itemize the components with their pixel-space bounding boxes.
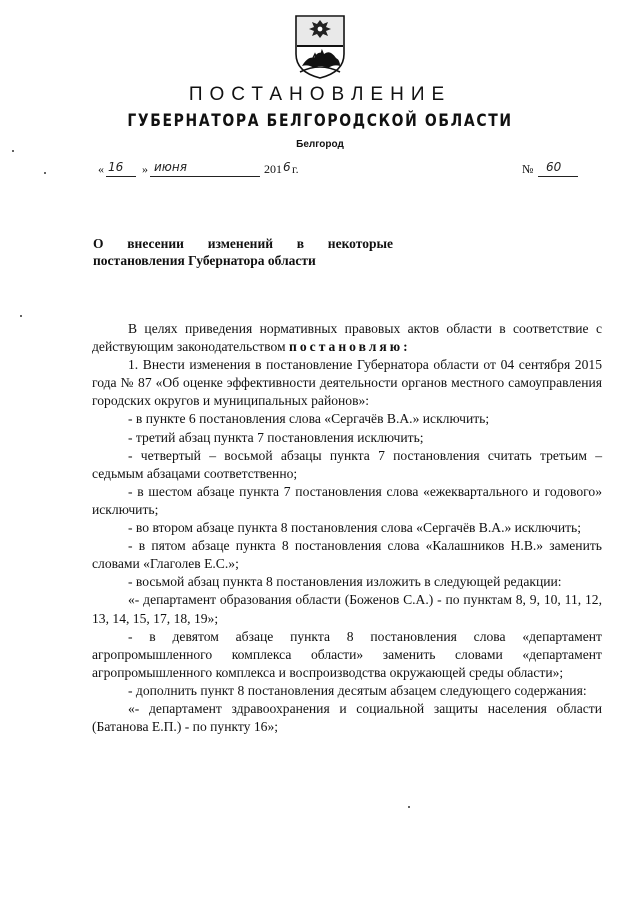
body-paragraph: 1. Внести изменения в постановление Губернатора области от 04 сентября 2015 года № 87 «Об оценке эффективности деятельности органов местного самоуправления городских округов и муниципальных районов»:	[92, 357, 602, 409]
date-day: 16	[108, 160, 124, 174]
scan-speck	[44, 172, 46, 174]
document-number: 60	[546, 160, 562, 174]
heading-line-2: постановления Губернатора области	[93, 253, 316, 268]
intro-text: В целях приведения нормативных правовых актов области в соответствие с действующим законодательством	[92, 321, 602, 355]
intro-paragraph	[92, 320, 602, 356]
body-paragraph: - восьмой абзац пункта 8 постановления изложить в следующей редакции:	[128, 574, 562, 590]
date-number-line	[92, 160, 592, 182]
body-paragraph: «- департамент образования области (Боженов С.А.) - по пунктам 8, 9, 10, 11, 12, 13, 14, 15, 17, 18, 19»;	[92, 592, 602, 626]
body-paragraph: - в девятом абзаце пункта 8 постановления слова «департамент агропромышленного комплекса области» заменить словами «департамент агропромышленного комплекса и воспроизводства окружающей среды области»;	[92, 628, 602, 680]
decree-colon: :	[403, 339, 408, 355]
city-label: Белгород	[296, 139, 344, 150]
issuer-title: ГУБЕРНАТОРА БЕЛГОРОДСКОЙ ОБЛАСТИ	[127, 111, 513, 131]
body-paragraph: - третий абзац пункта 7 постановления исключить;	[128, 429, 424, 445]
number-label: №	[522, 162, 534, 176]
day-underline	[106, 176, 136, 177]
number-underline	[538, 176, 578, 177]
date-close-quote: »	[142, 162, 148, 176]
body-paragraph: - в пятом абзаце пункта 8 постановления слова «Калашников Н.В.» заменить словами «Глаголев Е.С.»;	[92, 538, 602, 572]
month-underline	[150, 176, 260, 177]
heading-line-1: О внесении изменений в некоторые	[93, 236, 393, 251]
belgorod-coat-of-arms-icon	[294, 14, 346, 80]
body-paragraph: - в пункте 6 постановления слова «Сергачёв В.А.» исключить;	[128, 411, 490, 427]
date-open-quote: «	[98, 162, 104, 176]
date-year-digit: 6	[283, 160, 291, 174]
date-month: июня	[154, 160, 187, 174]
scan-speck	[408, 806, 410, 808]
date-year-suffix: г.	[292, 162, 299, 176]
scan-speck	[12, 150, 14, 152]
date-year-prefix: 201	[264, 162, 282, 176]
body-paragraph: «- департамент здравоохранения и социальной защиты населения области (Батанова Е.П.) - по пункту 16»;	[92, 700, 602, 735]
document-heading	[93, 235, 393, 269]
scan-speck	[20, 315, 22, 317]
document-body	[92, 320, 602, 736]
body-paragraph: - четвертый – восьмой абзацы пункта 7 постановления считать третьим – седьмым абзацами соответственно;	[92, 447, 602, 481]
body-paragraph: - во втором абзаце пункта 8 постановления слова «Сергачёв В.А.» исключить;	[128, 520, 582, 536]
document-type-title: ПОСТАНОВЛЕНИЕ	[188, 84, 452, 105]
decree-word: постановляю	[289, 339, 404, 355]
body-paragraph: - в шестом абзаце пункта 7 постановления слова «ежеквартального и годового» исключить;	[92, 483, 602, 517]
body-paragraph: - дополнить пункт 8 постановления десятым абзацем следующего содержания:	[128, 682, 587, 698]
